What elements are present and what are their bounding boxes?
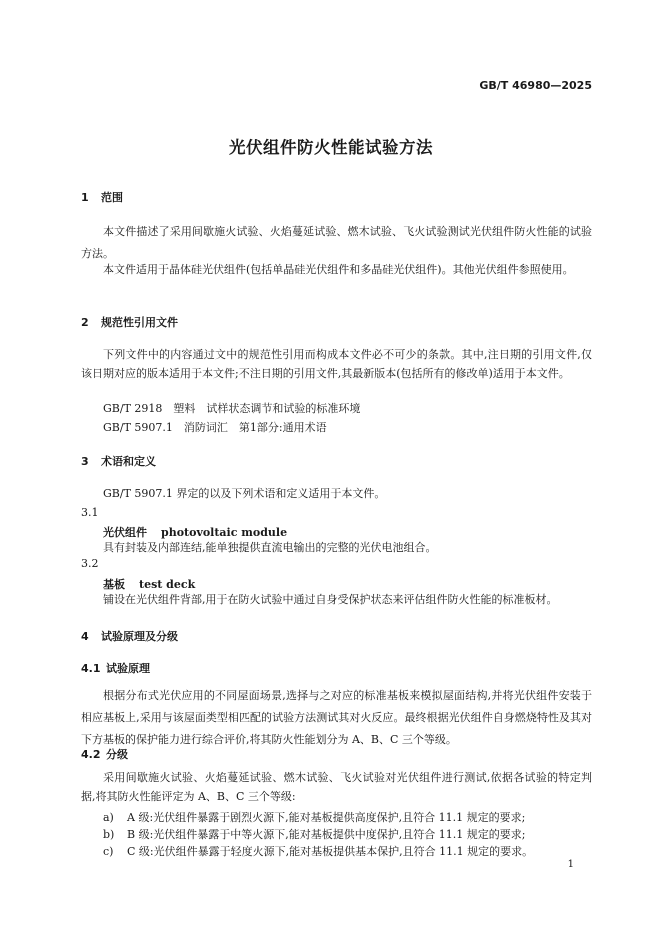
section-3-heading: 3 术语和定义 <box>81 455 156 468</box>
page-number: 1 <box>567 859 574 870</box>
standard-code: GB/T 46980—2025 <box>479 79 592 92</box>
grade-list-item-b: b) B 级:光伏组件暴露于中等火源下,能对基板提供中度保护,且符合 11.1 规定的要求; <box>103 828 526 841</box>
section-2-paragraph-1: 下列文件中的内容通过文中的规范性引用而构成本文件必不可少的条款。其中,注日期的引用文件,仅该日期对应的版本适用于本文件;不注日期的引用文件,其最新版本(包括所有的修改单)适用于本文件。 <box>81 348 592 380</box>
section-1-paragraph-2: 本文件适用于晶体硅光伏组件(包括单晶硅光伏组件和多晶硅光伏组件)。其他光伏组件参照使用。 <box>103 263 574 276</box>
normative-reference-1: GB/T 2918 塑料 试样状态调节和试验的标准环境 <box>103 402 361 415</box>
normative-reference-2: GB/T 5907.1 消防词汇 第1部分:通用术语 <box>103 421 327 434</box>
section-2-heading: 2 规范性引用文件 <box>81 316 178 329</box>
section-4-1-heading: 4.1 试验原理 <box>81 662 150 675</box>
section-1-heading: 1 范围 <box>81 191 123 204</box>
section-3-intro: GB/T 5907.1 界定的以及下列术语和定义适用于本文件。 <box>103 487 386 500</box>
grade-list-item-c: c) C 级:光伏组件暴露于轻度火源下,能对基板提供基本保护,且符合 11.1 规定的要求。 <box>103 845 534 858</box>
section-4-1-paragraph: 根据分布式光伏应用的不同屋面场景,选择与之对应的标准基板来模拟屋面结构,并将光伏组件安装于相应基板上,采用与该屋面类型相匹配的试验方法测试其对火反应。最终根据光伏组件自身燃烧特性及其对下方基板的保护能力进行综合评价,将其防火性能划分为 A、B、C 三个等级。 <box>81 689 592 746</box>
term-3-2-title: 基板 test deck <box>103 578 196 591</box>
section-1-paragraph-1: 本文件描述了采用间歇施火试验、火焰蔓延试验、燃木试验、飞火试验测试光伏组件防火性能的试验方法。 <box>81 225 592 260</box>
section-4-heading: 4 试验原理及分级 <box>81 630 178 643</box>
grade-list-item-a: a) A 级:光伏组件暴露于剧烈火源下,能对基板提供高度保护,且符合 11.1 规定的要求; <box>103 811 526 824</box>
section-4-2-heading: 4.2 分级 <box>81 748 128 761</box>
term-3-1-number: 3.1 <box>81 506 99 519</box>
term-3-2-number: 3.2 <box>81 557 99 570</box>
document-title: 光伏组件防火性能试验方法 <box>229 138 433 157</box>
term-3-1-definition: 具有封装及内部连结,能单独提供直流电输出的完整的光伏电池组合。 <box>103 541 437 554</box>
term-3-1-title: 光伏组件 photovoltaic module <box>103 526 288 539</box>
section-4-2-paragraph: 采用间歇施火试验、火焰蔓延试验、燃木试验、飞火试验对光伏组件进行测试,依据各试验的特定判据,将其防火性能评定为 A、B、C 三个等级: <box>81 771 592 803</box>
term-3-2-definition: 铺设在光伏组件背部,用于在防火试验中通过自身受保护状态来评估组件防火性能的标准板材。 <box>103 593 558 606</box>
